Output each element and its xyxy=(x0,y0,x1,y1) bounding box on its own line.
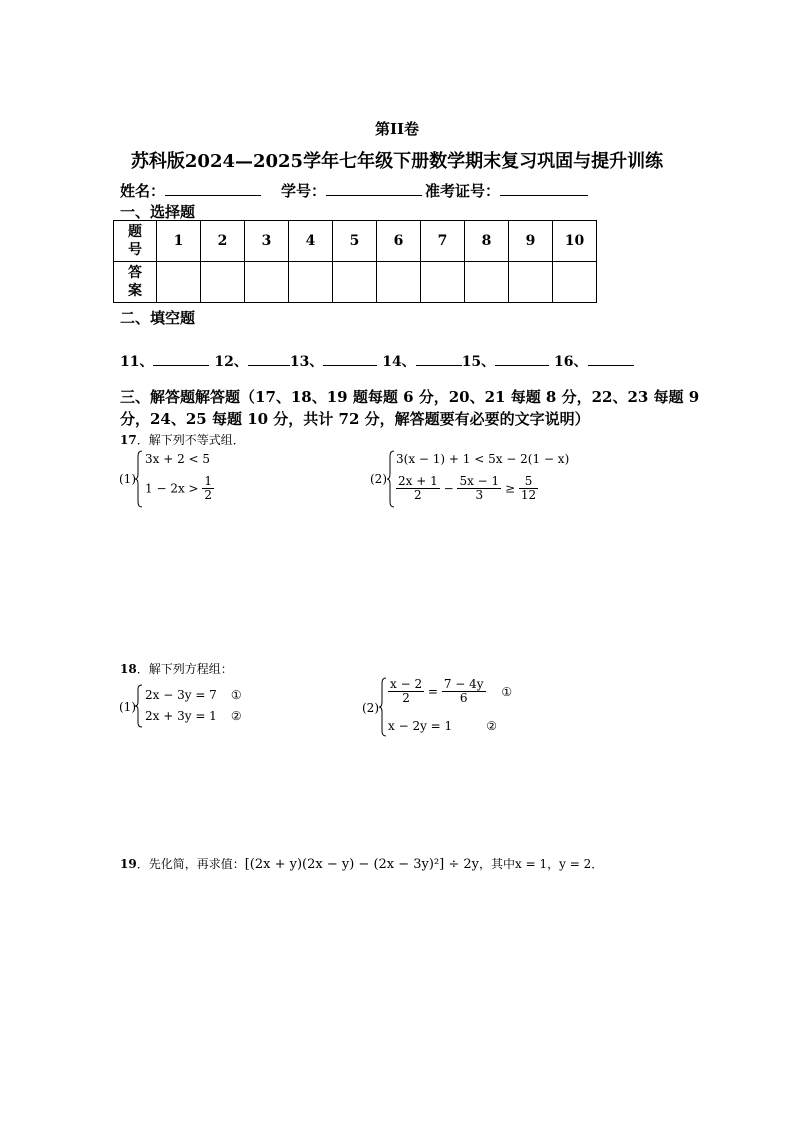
page-title: 苏科版2024—2025学年七年级下册数学期末复习巩固与提升训练 xyxy=(130,151,664,172)
fill-blanks-row xyxy=(120,351,634,371)
answer-cell[interactable] xyxy=(377,262,421,303)
answer-header: 答 案 xyxy=(114,262,157,303)
fill-blank-12[interactable] xyxy=(248,353,290,366)
left-brace-icon xyxy=(134,684,144,728)
left-brace-icon xyxy=(386,450,396,508)
q17-part2-label: (2) xyxy=(370,472,387,486)
name-blank[interactable] xyxy=(165,181,261,196)
section-solve-heading-cont: 分，24、25 每题 10 分，共计 72 分，解答题要有必要的文字说明） xyxy=(120,410,590,428)
fill-item-label: 12、 xyxy=(214,354,248,370)
answer-cell[interactable] xyxy=(421,262,465,303)
question-number-cell: 3 xyxy=(245,221,289,262)
question-text: ．解下列不等式组． xyxy=(136,433,245,447)
q19-x-value: x = 1 xyxy=(515,857,548,871)
fill-blank-11[interactable] xyxy=(153,353,209,366)
answer-cell[interactable] xyxy=(509,262,553,303)
fill-blank-15[interactable] xyxy=(495,353,549,366)
fill-item-label: 15、 xyxy=(461,354,496,370)
question-number-header: 题 号 xyxy=(114,221,157,262)
q17-p2-inequality-2: $\frac{2x + 1}{2}$ − $\frac{5x - 1}{3}$ ≥ $\frac{5}{12}$ xyxy=(398,474,537,502)
left-brace-icon xyxy=(378,677,388,737)
question-number-cell: 2 xyxy=(201,221,245,262)
q17-p1-inequality-1: 3x + 2 < 5 xyxy=(145,452,211,466)
q18-part2-label: (2) xyxy=(362,701,379,715)
answer-cell[interactable] xyxy=(553,262,597,303)
answer-table xyxy=(113,220,597,303)
student-id-label: 学号： xyxy=(281,182,327,200)
question-number-cell: 7 xyxy=(421,221,465,262)
section-fill-heading: 二、填空题 xyxy=(120,309,196,327)
exam-number-label: 准考证号： xyxy=(425,182,501,200)
left-brace-icon xyxy=(134,450,144,508)
question-18-prompt xyxy=(120,660,233,677)
table-row xyxy=(114,262,597,303)
table-row xyxy=(114,221,597,262)
question-text: ．先化简，再求值： xyxy=(136,857,245,871)
q17-p1-inequality-2: 1 − 2x > $\frac{1}{2}$ xyxy=(145,474,213,502)
q18-part1-label: (1) xyxy=(119,700,136,714)
exam-number-field[interactable] xyxy=(425,180,588,201)
question-text: ．解下列方程组： xyxy=(136,662,233,676)
fill-blank-14[interactable] xyxy=(416,353,462,366)
q18-p2-equation-2: x − 2y = 1 ② xyxy=(388,719,497,733)
answer-cell[interactable] xyxy=(289,262,333,303)
fill-item-label: 14、 xyxy=(382,354,416,370)
question-number: 18 xyxy=(120,662,137,676)
student-id-field[interactable] xyxy=(281,180,422,201)
question-number-cell: 4 xyxy=(289,221,333,262)
q19-expression: [(2x + y)(2x − y) − (2x − 3y)²] ÷ 2y xyxy=(244,857,480,872)
question-number: 19 xyxy=(120,857,137,871)
question-19-prompt: 19．先化简，再求值：[(2x + y)(2x − y) − (2x − 3y)²] ÷ 2y，其中x = 1，y = 2． xyxy=(120,857,604,872)
fill-blank-16[interactable] xyxy=(588,353,634,366)
fill-blank-13[interactable] xyxy=(323,353,377,366)
name-label: 姓名： xyxy=(120,182,166,200)
q17-p2-inequality-1: 3(x − 1) + 1 < 5x − 2(1 − x) xyxy=(396,452,570,466)
question-number-cell: 5 xyxy=(333,221,377,262)
q18-p1-equation-2: 2x + 3y = 1 ② xyxy=(145,709,242,723)
question-number: 17 xyxy=(120,433,137,447)
q18-p1-equation-1: 2x − 3y = 7 ① xyxy=(145,688,242,702)
fill-item-label: 16、 xyxy=(554,354,588,370)
section-solve-heading: 三、解答题解答题（17、18、19 题每题 6 分，20、21 每题 8 分，22、23 每题 9 xyxy=(120,388,700,406)
answer-cell[interactable] xyxy=(201,262,245,303)
fill-item-label: 11、 xyxy=(120,354,154,370)
answer-cell[interactable] xyxy=(333,262,377,303)
student-id-blank[interactable] xyxy=(326,181,422,196)
answer-cell[interactable] xyxy=(157,262,201,303)
q19-condition-label: ，其中 xyxy=(479,857,516,871)
name-field[interactable] xyxy=(120,180,261,201)
answer-cell[interactable] xyxy=(465,262,509,303)
question-number-cell: 1 xyxy=(157,221,201,262)
q18-p2-equation-1: $\frac{x - 2}{2}$ = $\frac{7 - 4y}{6}$ ① xyxy=(390,677,513,705)
question-17-prompt xyxy=(120,431,245,448)
answer-cell[interactable] xyxy=(245,262,289,303)
volume-label: 第II卷 xyxy=(374,120,420,138)
question-number-cell: 10 xyxy=(553,221,597,262)
fill-item-label: 13、 xyxy=(289,354,324,370)
question-number-cell: 9 xyxy=(509,221,553,262)
section-choice-heading: 一、选择题 xyxy=(120,203,196,221)
question-number-cell: 8 xyxy=(465,221,509,262)
q17-part1-label: (1) xyxy=(119,472,136,486)
exam-number-blank[interactable] xyxy=(500,181,588,196)
q19-y-value: y = 2 xyxy=(559,857,592,871)
question-number-cell: 6 xyxy=(377,221,421,262)
